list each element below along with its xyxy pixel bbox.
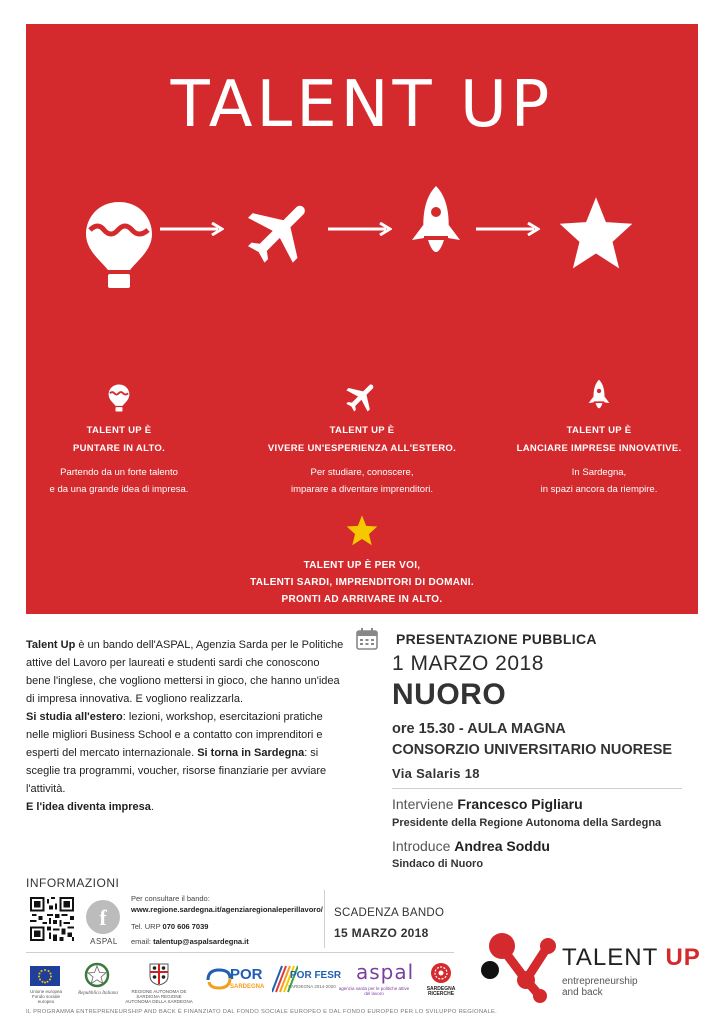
speaker-name: Andrea Soddu — [454, 838, 550, 854]
email-label: email: — [131, 937, 154, 946]
intro-span: : lezioni, workshop, esercitazioni pratiche nelle migliori Business School e a contatto con imprenditori e esperti del mercato internazionale. — [26, 711, 323, 759]
event-time: ore 15.30 - AULA MAGNA — [392, 721, 566, 737]
event-venue: CONSORZIO UNIVERSITARIO NUORESE — [392, 742, 673, 758]
phone-number[interactable]: 070 606 7039 — [162, 922, 209, 931]
sponsor-logos — [26, 962, 466, 1002]
speaker-1-role: Presidente della Regione Autonoma della Sardegna — [392, 817, 662, 829]
deadline-label: SCADENZA BANDO — [334, 907, 445, 919]
intro-span: è un bando dell'ASPAL, Agenzia Sarda per le Politiche attive del Lavoro per laureati e studenti sardi che conoscono bene l'inglese, che vogliono mettersi in gioco, che hanno un'idea di impresa innovativa. E vogliono realizzarla. — [26, 639, 344, 705]
tagline-line: entrepreneurship — [562, 976, 638, 987]
region-caption: REGIONE AUTONOMA DE SARDIGNA REGIONE AUTONOMA DELLA SARDEGNA — [125, 989, 193, 1004]
pillar-title: LANCIARE IMPRESE INNOVATIVE. — [516, 443, 682, 454]
divider — [26, 952, 454, 953]
arrow-right-icon — [328, 222, 392, 236]
contact-email — [131, 936, 321, 947]
facebook-icon[interactable]: f — [86, 900, 120, 934]
intro-paragraph — [26, 636, 346, 708]
contact-info — [131, 893, 321, 947]
email-link[interactable]: talentup@aspalsardegna.it — [153, 937, 249, 946]
qr-code[interactable] — [30, 897, 74, 941]
intro-bold: Si torna in Sardegna — [197, 747, 305, 759]
intro-span: : si sceglie tra programmi, voucher, risorse finanziarie per avviare l'attività. — [26, 747, 327, 795]
speaker-2-role: Sindaco di Nuoro — [392, 858, 484, 870]
star-icon — [556, 194, 636, 270]
speaker-1 — [392, 796, 583, 812]
pillar-title: PUNTARE IN ALTO. — [72, 443, 166, 454]
brand-up: UP — [665, 944, 701, 971]
star-icon — [345, 514, 379, 546]
event-address: Via Salaris 18 — [392, 766, 480, 781]
brand-wordmark — [562, 944, 701, 972]
talent-up-molecule-icon — [478, 920, 560, 1006]
arrow-right-icon — [476, 222, 540, 236]
aspal-label: ASPAL — [90, 937, 118, 946]
speaker-prefix: Introduce — [392, 838, 455, 854]
pillar-desc: in spazi ancora da riempire. — [540, 484, 658, 495]
divider — [392, 788, 682, 789]
speaker-name: Francesco Pigliaru — [457, 796, 583, 812]
divider — [324, 890, 325, 948]
tagline-line: and back — [562, 987, 603, 998]
balloon-icon — [84, 200, 154, 290]
italian-emblem-icon — [84, 962, 110, 988]
info-label: INFORMAZIONI — [26, 876, 120, 890]
pillar-title: TALENT UP È — [329, 425, 395, 436]
airplane-icon — [236, 192, 326, 272]
rocket-icon — [586, 378, 612, 416]
balloon-icon — [108, 380, 130, 416]
pillar-innovate — [494, 376, 704, 498]
speaker-prefix: Interviene — [392, 796, 458, 812]
arrow-right-icon — [160, 222, 224, 236]
contact-url-link[interactable]: www.regione.sardegna.it/agenziaregionaleperillavoro/ — [131, 905, 323, 914]
talent-up-logo — [478, 920, 710, 1006]
event-date: 1 MARZO 2018 — [392, 652, 544, 675]
rocket-icon — [406, 184, 466, 268]
por-logo-text: POR — [230, 966, 263, 983]
por-logo-sub: SARDEGNA — [230, 984, 265, 990]
pillar-abroad — [257, 376, 467, 498]
fesr-logo-sub: SARDEGNA 2014-2020 — [288, 984, 336, 989]
intro-text — [26, 636, 346, 816]
funding-note: IL PROGRAMMA ENTREPRENEURSHIP AND BACK È FINANZIATO DAL FONDO SOCIALE EUROPEO E DAL FONDO EUROPEO PER LO SVILUPPO REGIONALE. — [26, 1009, 498, 1015]
sardinia-shield-icon — [148, 962, 170, 986]
callout — [26, 514, 698, 608]
callout-line: PRONTI AD ARRIVARE IN ALTO. — [281, 594, 443, 605]
fesr-logo-text: POR FESR — [290, 970, 342, 981]
eu-caption: Unione europea Fondo sociale europeo — [29, 989, 63, 1004]
pillar-title: TALENT UP È — [86, 425, 152, 436]
intro-paragraph — [26, 798, 346, 816]
pillar-desc: Per studiare, conoscere, — [310, 467, 414, 478]
pillar-desc: e da una grande idea di impresa. — [49, 484, 189, 495]
calendar-icon — [356, 628, 378, 650]
callout-line: TALENTI SARDI, IMPRENDITORI DI DOMANI. — [250, 577, 474, 588]
sr-caption: SARDEGNA RICERCHE — [426, 986, 456, 997]
pillar-desc: imparare a diventare imprenditori. — [290, 484, 434, 495]
poster-panel — [26, 24, 698, 614]
intro-bold: Si studia all'estero — [26, 711, 123, 723]
contact-consult: Per consultare il bando: — [131, 894, 210, 903]
pillar-desc: In Sardegna, — [571, 467, 627, 478]
pillar-title: VIVERE UN'ESPERIENZA ALL'ESTERO. — [267, 443, 457, 454]
event-city: NUORO — [392, 678, 507, 711]
deadline-date: 15 MARZO 2018 — [334, 926, 429, 940]
callout-line: TALENT UP È PER VOI, — [303, 560, 421, 571]
event-heading: PRESENTAZIONE PUBBLICA — [396, 631, 597, 647]
pillar-desc: Partendo da un forte talento — [60, 467, 178, 478]
pillar-title: TALENT UP È — [566, 425, 632, 436]
brand-talent: TALENT — [562, 944, 666, 971]
intro-bold: E l'idea diventa impresa — [26, 801, 151, 813]
intro-bold: Talent Up — [26, 639, 76, 651]
contact-phone — [131, 921, 321, 932]
italy-caption: Repubblica Italiana — [78, 991, 118, 996]
sardegna-ricerche-icon — [430, 962, 452, 984]
speaker-2 — [392, 838, 550, 854]
intro-span: . — [150, 801, 154, 813]
phone-label: Tel. URP — [131, 922, 163, 931]
brand-tagline — [562, 976, 638, 998]
aspal-logo-sub: agenzia sarda per le politiche attive del lavoro — [338, 986, 410, 996]
eu-flag-icon — [30, 966, 60, 986]
airplane-icon — [343, 378, 381, 416]
aspal-logo-text: aspal — [356, 960, 415, 984]
pillar-aim-high — [14, 376, 224, 498]
poster-title: TALENT UP — [170, 68, 554, 142]
intro-paragraph — [26, 708, 346, 798]
